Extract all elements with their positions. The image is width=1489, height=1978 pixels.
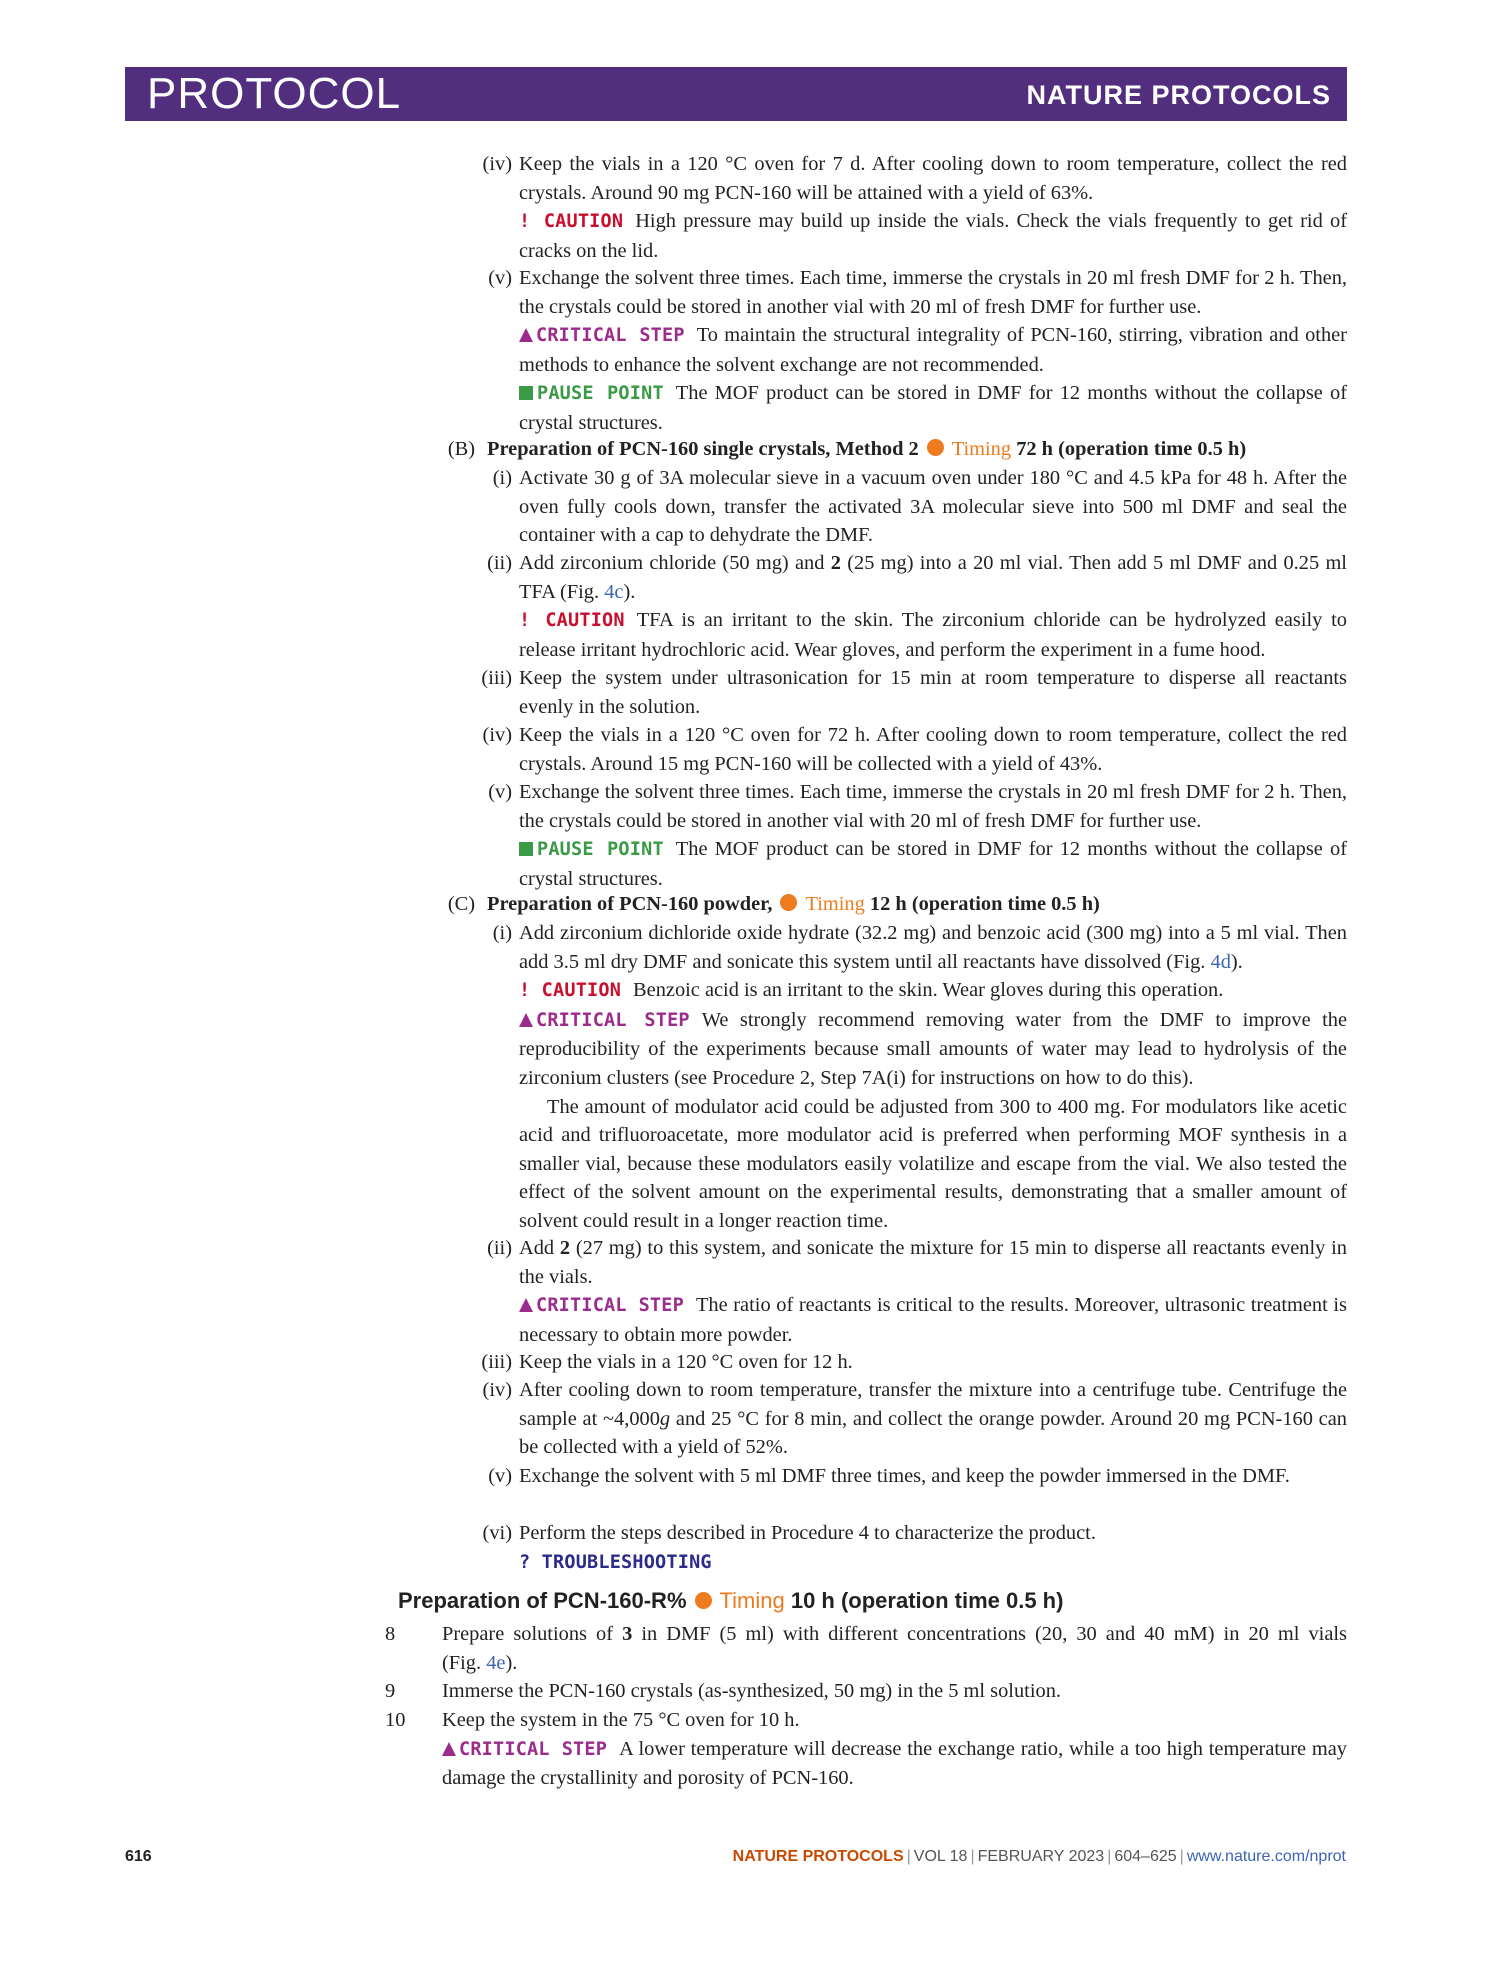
- timing-dot-icon: [780, 894, 797, 911]
- footer-citation: NATURE PROTOCOLS | VOL 18 | FEBRUARY 2023 | 604–625 | www.nature.com/nprot: [732, 1848, 1346, 1865]
- section-title: Preparation of PCN-160 powder, Timing 12 h (operation time 0.5 h): [487, 893, 1100, 915]
- step-label: (iii): [481, 667, 512, 689]
- step-label: (i): [492, 922, 512, 944]
- triangle-icon: [519, 1298, 533, 1312]
- step-label: (ii): [487, 1237, 512, 1259]
- pause-point-label: PAUSE POINT: [519, 839, 664, 860]
- square-icon: [519, 842, 533, 856]
- troubleshooting-link[interactable]: ? TROUBLESHOOTING: [519, 1551, 712, 1573]
- step-label: (ii): [487, 552, 512, 574]
- page-header: [125, 67, 1347, 121]
- step-text: Perform the steps described in Procedure 4 to characterize the product. ? TROUBLESHOOTING: [519, 1522, 1096, 1573]
- critical-step-label: CRITICAL STEP: [519, 1295, 684, 1316]
- step-label: (v): [488, 1465, 512, 1487]
- caution-text: High pressure may build up inside the vials. Check the vials frequently to get rid of cracks on the lid.: [519, 210, 1348, 262]
- step-text: Activate 30 g of 3A molecular sieve in a vacuum oven under 180 °C and 4.5 kPa for 48 h. After the oven fully cools down, transfer the activated 3A molecular sieve into 500 ml DMF and seal the container with a cap to dehydrate the DMF.: [519, 467, 1347, 547]
- critical-step-label: CRITICAL STEP: [442, 1739, 607, 1760]
- step-label: (iv): [482, 153, 512, 175]
- step-text: Keep the vials in a 120 °C oven for 7 d. After cooling down to room temperature, collect the red crystals. Around 90 mg PCN-160 will be attained with a yield of 63%. ! CAUTION High pressure may build up inside the vials. Check the vials frequently to get rid of cracks on the lid.: [519, 153, 1348, 262]
- step-text: Exchange the solvent three times. Each time, immerse the crystals in 20 ml fresh DMF for 2 h. Then, the crystals could be stored in another vial with 20 ml of fresh DMF for further use. PAUSE POINT The MOF product can be stored in DMF for 12 months without the collapse of crystal structures.: [519, 781, 1347, 890]
- journal-name: NATURE PROTOCOLS: [1026, 80, 1331, 110]
- step-text: Exchange the solvent with 5 ml DMF three times, and keep the powder immersed in the DMF.: [519, 1465, 1290, 1487]
- step-label: (iv): [482, 1379, 512, 1401]
- square-icon: [519, 386, 533, 400]
- triangle-icon: [442, 1742, 456, 1756]
- step-text: Keep the vials in a 120 °C oven for 12 h.: [519, 1351, 853, 1373]
- page-number: 616: [125, 1848, 152, 1865]
- step-label: (iv): [482, 724, 512, 746]
- journal-url[interactable]: www.nature.com/nprot: [1186, 1848, 1346, 1865]
- section-letter: (B): [447, 438, 475, 460]
- caution-label: ! CAUTION: [519, 211, 624, 233]
- step-text: Add zirconium dichloride oxide hydrate (32.2 mg) and benzoic acid (300 mg) into a 5 ml vial. Then add 3.5 ml dry DMF and sonicate this system until all reactants have dissolved (Fig. 4d). ! CAUTION Benzoic acid is an irritant to the skin. Wear gloves during this operation. CRITICAL STEP We strongly recommend removing water from the DMF to improve the reproducibility of the experiments because small amounts of water may lead to hydrolysis of the zirconium clusters (see Procedure 2, Step 7A(i) for instructions on how to do this). The amount of modulator acid could be adjusted from 300 to 400 mg. For modulators like acetic acid and trifluoroacetate, more modulator acid is preferred when performing MOF synthesis in a smaller vial, because these modulators easily volatilize and escape from the vial. We also tested the effect of the solvent amount on the experimental results, demonstrating that a smaller amount of solvent could result in a longer reaction time.: [519, 922, 1347, 1232]
- step-label: (i): [492, 467, 512, 489]
- step-number: 9: [385, 1680, 396, 1702]
- section-letter: (C): [447, 893, 475, 915]
- caution-label: ! CAUTION: [519, 980, 622, 1002]
- step-label: (vi): [482, 1522, 512, 1544]
- triangle-icon: [519, 328, 533, 342]
- step-text: Keep the vials in a 120 °C oven for 72 h. After cooling down to room temperature, collect the red crystals. Around 15 mg PCN-160 will be collected with a yield of 43%.: [519, 724, 1347, 775]
- figure-link: 4e: [486, 1651, 506, 1674]
- step-text: Keep the system under ultrasonication for 15 min at room temperature to disperse all reactants evenly in the solution.: [519, 667, 1347, 718]
- step-number: 10: [385, 1709, 406, 1731]
- timing-dot-icon: [927, 439, 944, 456]
- step-label: (v): [488, 267, 512, 289]
- pause-point-label: PAUSE POINT: [519, 383, 664, 404]
- triangle-icon: [519, 1013, 533, 1027]
- subsection-title: Preparation of PCN-160-R% Timing 10 h (operation time 0.5 h): [398, 1588, 1064, 1613]
- timing-dot-icon: [695, 1592, 712, 1609]
- step-text: Add zirconium chloride (50 mg) and 2 (25 mg) into a 20 ml vial. Then add 5 ml DMF and 0.25 ml TFA (Fig. 4c). ! CAUTION TFA is an irritant to the skin. The zirconium chloride can be hydrolyzed easily to release irritant hydrochloric acid. Wear gloves, and perform the experiment in a fume hood.: [519, 552, 1347, 661]
- step-text: Keep the system in the 75 °C oven for 10 h. CRITICAL STEP A lower temperature will decrease the exchange ratio, while a too high temperature may damage the crystallinity and porosity of PCN-160.: [442, 1709, 1347, 1790]
- step-text: Add 2 (27 mg) to this system, and sonicate the mixture for 15 min to disperse all reactants evenly in the vials. CRITICAL STEP The ratio of reactants is critical to the results. Moreover, ultrasonic treatment is necessary to obtain more powder.: [519, 1237, 1347, 1346]
- step-text: Prepare solutions of 3 in DMF (5 ml) with different concentrations (20, 30 and 40 mM) in 20 ml vials (Fig. 4e).: [442, 1623, 1347, 1674]
- step-text: Exchange the solvent three times. Each time, immerse the crystals in 20 ml fresh DMF for 2 h. Then, the crystals could be stored in another vial with 20 ml of fresh DMF for further use. CRITICAL STEP To maintain the structural integrality of PCN-160, stirring, vibration and other methods to enhance the solvent exchange are not recommended. PAUSE POINT The MOF product can be stored in DMF for 12 months without the collapse of crystal structures.: [519, 267, 1347, 434]
- step-number: 8: [385, 1623, 396, 1645]
- figure-link: 4d: [1210, 950, 1231, 973]
- critical-step-label: CRITICAL STEP: [519, 325, 685, 346]
- step-label: (v): [488, 781, 512, 803]
- step-label: (iii): [481, 1351, 512, 1373]
- step-text: Immerse the PCN-160 crystals (as-synthesized, 50 mg) in the 5 ml solution.: [442, 1680, 1061, 1702]
- critical-step-label: CRITICAL STEP: [519, 1010, 690, 1031]
- step-text: After cooling down to room temperature, transfer the mixture into a centrifuge tube. Centrifuge the sample at ~4,000g and 25 °C for 8 min, and collect the orange powder. Around 20 mg PCN-160 can be collected with a yield of 52%.: [519, 1379, 1347, 1459]
- section-label: PROTOCOL: [147, 69, 402, 118]
- section-title: Preparation of PCN-160 single crystals, Method 2 Timing 72 h (operation time 0.5 h): [487, 438, 1247, 460]
- caution-label: ! CAUTION: [519, 610, 625, 632]
- figure-link: 4c: [604, 580, 624, 603]
